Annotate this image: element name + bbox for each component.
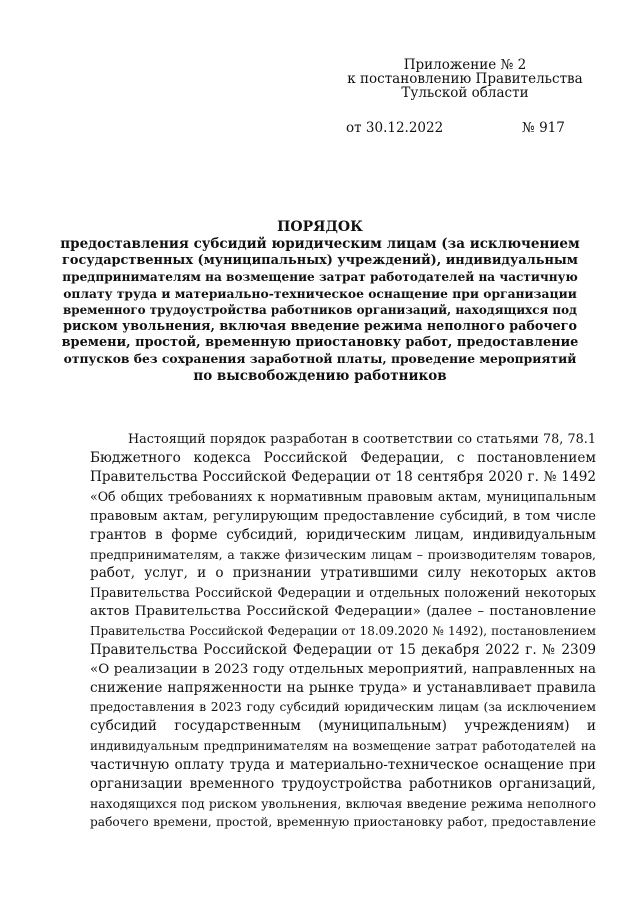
body-line: снижение напряженности на рынке труда» и устанавливает правила [90,680,596,697]
body-line: грантов в форме субсидий, юридическим лицам, индивидуальным [90,526,596,543]
appendix-region: Тульской области [401,85,529,101]
appendix-number: Приложение № 2 [403,57,527,73]
body-line: субсидий государственным (муниципальным) учреждениям) и [90,718,596,735]
body-line: «Об общих требованиях к нормативным правовым актам, муниципальным [90,489,596,505]
decree-date-line [346,120,596,136]
title-line: риском увольнения, включая введение режима неполного рабочего [63,318,577,334]
title-line: предоставления субсидий юридическим лицам (за исключением [60,236,580,253]
title-heading: ПОРЯДОК [277,219,363,235]
body-line: Настоящий порядок разработан в соответствии со статьями 78, 78.1 [128,432,596,447]
body-line: рабочего времени, простой, временную приостановку работ, предоставление [90,815,596,830]
body-line: предоставления в 2023 году субсидий юридическим лицам (за исключением [90,700,596,715]
body-line: Правительства Российской Федерации от 18.09.2020 № 1492), постановлением [90,623,596,638]
title-line: временного трудоустройства работников организаций, находящихся под [63,303,577,318]
body-line: Бюджетного кодекса Российской Федерации, с постановлением [90,450,596,467]
body-line: работ, услуг, и о признании утратившими силу некоторых актов [90,565,596,582]
body-line: находящихся под риском увольнения, включая введение режима неполного [90,795,596,811]
title-line: времени, простой, временную приостановку работ, предоставление [61,334,579,350]
appendix-header [340,58,590,100]
body-line: предпринимателям, а также физическим лицам – производителям товаров, [90,546,596,562]
decree-number: № 917 [522,120,565,136]
body-line: частичную оплату труда и материально-техническое оснащение при [90,756,596,773]
body-line: актов Правительства Российской Федерации» (далее – постановление [90,604,596,620]
title-line: предпринимателям на возмещение затрат работодателей на частичную [62,270,578,285]
body-line: правовым актам, регулирующим предоставление субсидий, в том числе [90,508,596,524]
title-line: по высвобождению работников [193,367,447,384]
body-paragraph [90,430,596,832]
body-line: «О реализации в 2023 году отдельных мероприятий, направленных на [90,661,596,677]
title-line: государственных (муниципальных) учреждений), индивидуальным [62,252,578,268]
body-line: Правительства Российской Федерации от 18 сентября 2020 г. № 1492 [90,469,596,486]
body-line: индивидуальным предпринимателям на возмещение затрат работодателей на [90,738,596,753]
appendix-reference: к постановлению Правительства [347,71,583,87]
title-line: оплату труда и материально-техническое оснащение при организации [63,285,577,301]
document-title [60,219,580,384]
body-line: организации временного трудоустройства работников организаций, [90,775,596,792]
title-line: отпусков без сохранения заработной платы, проведение мероприятий [63,351,577,367]
body-line: Правительства Российской Федерации и отдельных положений некоторых [90,585,596,601]
body-line: Правительства Российской Федерации от 15 декабря 2022 г. № 2309 [90,641,596,658]
decree-date: от 30.12.2022 [346,120,444,136]
